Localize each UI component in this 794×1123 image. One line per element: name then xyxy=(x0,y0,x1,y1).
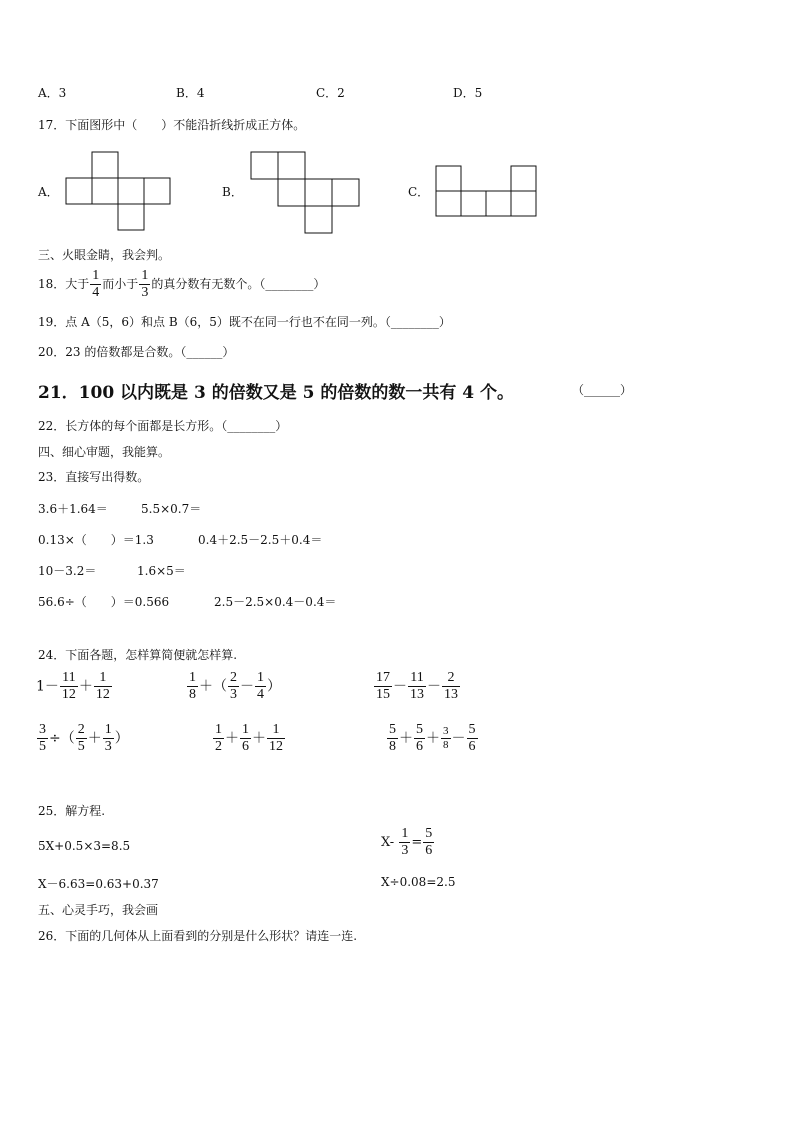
q18-number: 18． xyxy=(38,277,66,291)
q18-text-post: 的真分数有无数个。（________） xyxy=(151,277,326,291)
q17-label-c: C． xyxy=(408,185,430,199)
equation-1: 5X+0.5×3=8.5 xyxy=(38,839,131,853)
section-5-heading: 五、心灵手巧，我会画 xyxy=(38,903,159,917)
question-24: 24．下面各题，怎样算简便就怎样算. xyxy=(38,648,238,662)
option-b: B．4 xyxy=(176,86,205,100)
q24-expression-6: $\frac{5}{8}$ ＋ $\frac{5}{6}$ ＋ $\frac{3}{8}$ － $\frac{5}{6}$ xyxy=(389,722,476,754)
calc-item: 0.4＋2.5－2.5＋0.4＝ xyxy=(198,533,323,547)
calc-item: 1.6×5＝ xyxy=(137,564,186,578)
q24-expression-5: $\frac{1}{2}$ ＋ $\frac{1}{6}$ ＋ $\frac{1}{12}$ xyxy=(215,722,283,754)
q24-expression-4: $\frac{3}{5}$ ÷（ $\frac{2}{5}$ ＋ $\frac{1}{3}$ ） xyxy=(39,722,129,754)
fraction: $\frac{1}{3}$ xyxy=(141,268,149,300)
question-17: 17．下面图形中（ ）不能沿折线折成正方体。 xyxy=(38,118,306,132)
q18-text-mid: 而小于 xyxy=(102,277,139,291)
calc-item: 2.5－2.5×0.4－0.4＝ xyxy=(214,595,337,609)
cube-net-b xyxy=(249,150,363,234)
q17-label-a: A． xyxy=(38,185,59,199)
calc-item: 3.6＋1.64＝ xyxy=(38,502,108,516)
fraction: $\frac{1}{4}$ xyxy=(92,268,100,300)
option-c: C．2 xyxy=(316,86,345,100)
equation-2: X- $\frac{1}{3}$ = $\frac{5}{6}$ xyxy=(381,826,433,858)
question-21: 21．100 以内既是 3 的倍数又是 5 的倍数的数一共有 4 个。 xyxy=(38,383,515,403)
q24-expression-2: $\frac{1}{8}$ ＋（ $\frac{2}{3}$ － $\frac{1}{4}$ ） xyxy=(189,670,281,702)
calc-item: 10－3.2＝ xyxy=(38,564,97,578)
calc-item: 56.6÷（ ）＝0.566 xyxy=(38,595,170,609)
calc-item: 0.13×（ ）＝1.3 xyxy=(38,533,154,547)
option-d: D．5 xyxy=(453,86,483,100)
option-a: A．3 xyxy=(38,86,67,100)
question-20: 20．23 的倍数都是合数。（______） xyxy=(38,345,235,359)
q24-expression-3: $\frac{17}{15}$ － $\frac{11}{13}$ － $\frac{2}{13}$ xyxy=(376,670,458,702)
q18-text-pre: 大于 xyxy=(65,277,90,291)
equation-3: X－6.63=0.63+0.37 xyxy=(38,877,159,891)
question-23: 23．直接写出得数。 xyxy=(38,470,150,484)
section-4-heading: 四、细心审题，我能算。 xyxy=(38,445,171,459)
cube-net-c xyxy=(434,164,538,218)
calc-item: 5.5×0.7＝ xyxy=(141,502,202,516)
q21-answer-blank[interactable]: （______） xyxy=(572,383,633,397)
q17-label-b: B． xyxy=(222,185,243,199)
question-25: 25．解方程. xyxy=(38,804,106,818)
question-22: 22．长方体的每个面都是长方形。（________） xyxy=(38,419,288,433)
equation-4: X÷0.08=2.5 xyxy=(381,875,456,889)
q24-expression-1: 1－ $\frac{11}{12}$ ＋ $\frac{1}{12}$ xyxy=(36,670,110,702)
question-26: 26．下面的几何体从上面看到的分别是什么形状？请连一连. xyxy=(38,929,358,943)
cube-net-a xyxy=(64,150,172,232)
question-19: 19．点 A（5，6）和点 B（6，5）既不在同一行也不在同一列。（________） xyxy=(38,315,451,329)
section-3-heading: 三、火眼金睛，我会判。 xyxy=(38,248,171,262)
question-18 xyxy=(38,268,325,301)
